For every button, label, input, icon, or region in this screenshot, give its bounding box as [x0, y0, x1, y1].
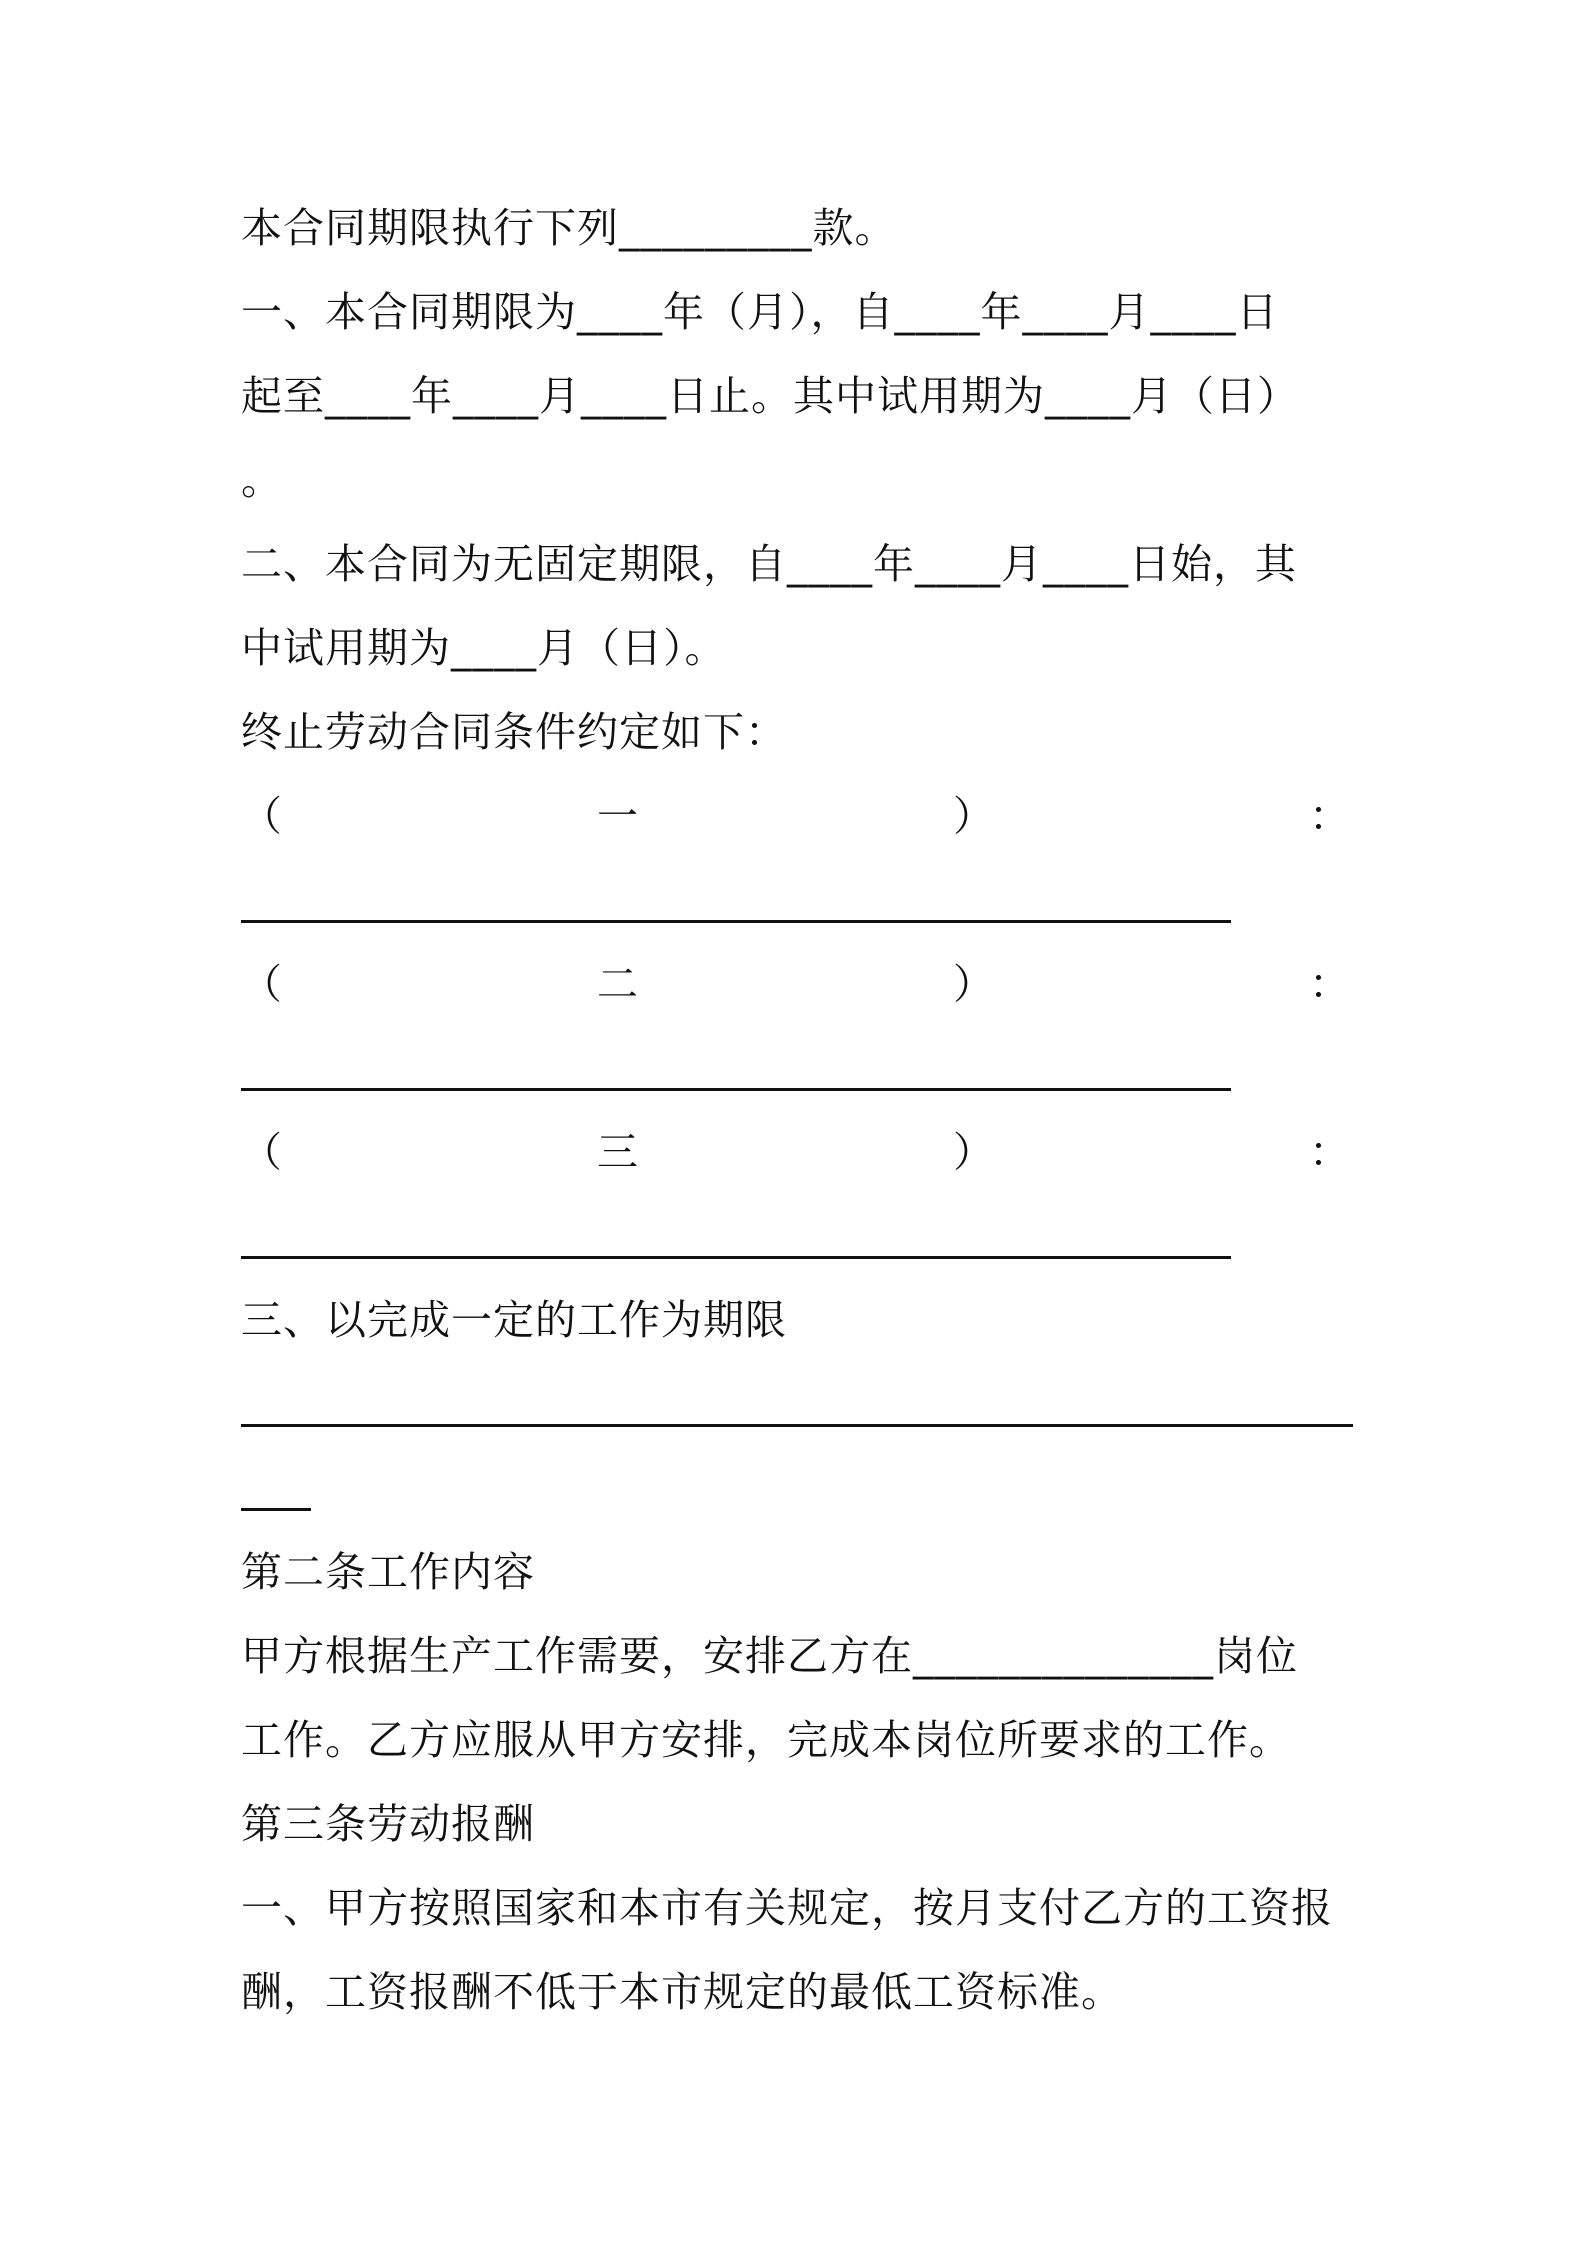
- open-term-line-2: 中试用期为____月（日）。: [241, 624, 727, 672]
- condition-heading-1: [241, 788, 1351, 844]
- colon: ：: [1309, 1128, 1351, 1176]
- article-2-line-2: 工作。乙方应服从甲方安排，完成本岗位所要求的工作。: [241, 1716, 1291, 1764]
- condition-number: 一: [597, 792, 639, 840]
- close-paren: ）: [953, 1128, 995, 1176]
- term-clause-intro: 本合同期限执行下列_________款。: [241, 204, 897, 252]
- colon: ：: [1309, 792, 1351, 840]
- article-2-heading: 第二条工作内容: [241, 1548, 535, 1596]
- condition-blank-line-1: [241, 920, 1231, 923]
- task-term-blank-line-tail: [241, 1508, 311, 1511]
- close-paren: ）: [953, 792, 995, 840]
- open-paren: （: [241, 792, 283, 840]
- article-3-line-1: 一、甲方按照国家和本市有关规定，按月支付乙方的工资报: [241, 1884, 1333, 1932]
- condition-blank-line-2: [241, 1088, 1231, 1091]
- close-paren: ）: [953, 960, 995, 1008]
- colon: ：: [1309, 960, 1351, 1008]
- task-term-line: 三、以完成一定的工作为期限: [241, 1296, 787, 1344]
- condition-heading-2: [241, 956, 1351, 1012]
- termination-conditions-heading: 终止劳动合同条件约定如下：: [241, 708, 787, 756]
- fixed-term-line-3: 。: [241, 456, 283, 504]
- condition-blank-line-3: [241, 1256, 1231, 1259]
- open-paren: （: [241, 1128, 283, 1176]
- condition-number: 二: [597, 960, 639, 1008]
- condition-heading-3: [241, 1124, 1351, 1180]
- article-3-line-2: 酬，工资报酬不低于本市规定的最低工资标准。: [241, 1968, 1123, 2016]
- condition-number: 三: [597, 1128, 639, 1176]
- fixed-term-line-2: 起至____年____月____日止。其中试用期为____月（日）: [241, 372, 1299, 420]
- article-3-heading: 第三条劳动报酬: [241, 1800, 535, 1848]
- open-term-line-1: 二、本合同为无固定期限，自____年____月____日始，其: [241, 540, 1297, 588]
- open-paren: （: [241, 960, 283, 1008]
- task-term-blank-line: [241, 1424, 1353, 1427]
- article-2-line-1: 甲方根据生产工作需要，安排乙方在______________岗位: [241, 1632, 1298, 1680]
- fixed-term-line-1: 一、本合同期限为____年（月），自____年____月____日: [241, 288, 1279, 336]
